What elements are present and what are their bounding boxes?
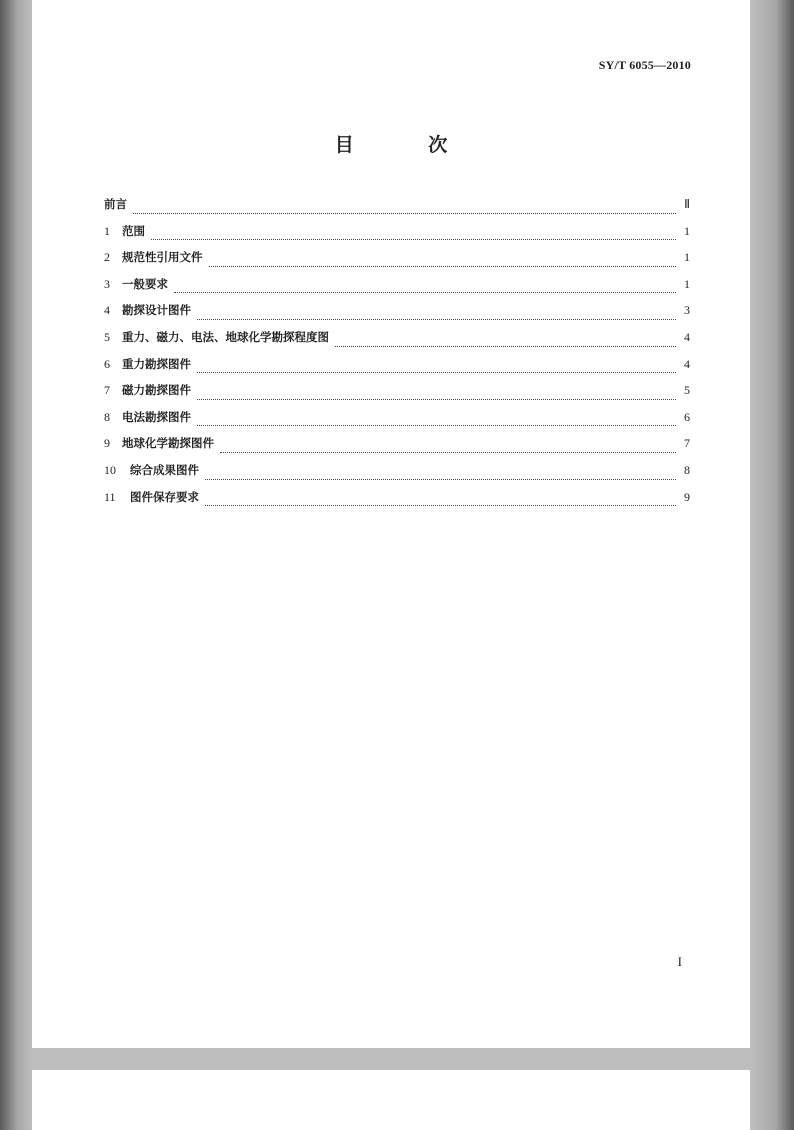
- toc-entry[interactable]: [104, 382, 690, 409]
- toc-entry[interactable]: [104, 462, 690, 489]
- toc-entry[interactable]: [104, 276, 690, 303]
- toc-leader-dots: [197, 319, 676, 320]
- toc-leader-dots: [133, 213, 676, 214]
- toc-entry-number: 6: [104, 356, 110, 371]
- toc-entry-page: 4: [684, 356, 690, 371]
- toc-title: 目 次: [334, 134, 482, 156]
- toc-entry-title: 规范性引用文件: [122, 250, 203, 265]
- toc-entry-page: 3: [684, 303, 690, 318]
- standard-code: SY/T 6055—2010: [598, 58, 691, 72]
- toc-entry-page: 9: [684, 489, 690, 504]
- toc-leader-dots: [205, 505, 676, 506]
- toc-entry-page: 1: [684, 250, 690, 265]
- toc-entry[interactable]: [104, 329, 690, 356]
- toc-leader-dots: [197, 425, 676, 426]
- toc-entry[interactable]: [104, 489, 690, 516]
- toc-entry-number: 3: [104, 276, 110, 291]
- toc-leader-dots: [205, 479, 676, 480]
- toc-entry-page: 5: [684, 383, 690, 398]
- toc-entry-title: 重力、磁力、电法、地球化学勘探程度图: [122, 329, 329, 344]
- toc-entry[interactable]: [104, 223, 690, 250]
- toc-entry-title: 重力勘探图件: [122, 356, 191, 371]
- toc-entry-title: 前言: [104, 197, 127, 211]
- toc-entry-number: 9: [104, 436, 110, 451]
- toc-entry[interactable]: [104, 435, 690, 462]
- toc-entry-number: 8: [104, 409, 110, 424]
- toc-leader-dots: [220, 452, 676, 453]
- toc-leader-dots: [335, 346, 676, 347]
- toc-leader-dots: [174, 292, 676, 293]
- toc-entry-page: 8: [684, 462, 690, 477]
- toc-leader-dots: [197, 399, 676, 400]
- toc-entry-number: 10: [104, 462, 116, 477]
- toc-entry-number: 4: [104, 303, 110, 318]
- toc-entry[interactable]: [104, 302, 690, 329]
- toc-leader-dots: [197, 372, 676, 373]
- toc-entry-number: 11: [104, 489, 116, 504]
- document-page: [32, 0, 750, 1048]
- toc-entry-page: 6: [684, 409, 690, 424]
- toc-entry-page: 7: [684, 436, 690, 451]
- toc-entry-title: 地球化学勘探图件: [122, 436, 214, 451]
- toc-entry-number: 5: [104, 329, 110, 344]
- toc-entry-number: 2: [104, 250, 110, 265]
- toc-entry-title: 一般要求: [122, 276, 168, 291]
- toc-entry-title: 电法勘探图件: [122, 409, 191, 424]
- toc-entry-page: 4: [684, 329, 690, 344]
- toc-entry-number: 7: [104, 383, 110, 398]
- toc-entry[interactable]: [104, 249, 690, 276]
- toc-entry-page: Ⅱ: [684, 197, 690, 211]
- toc-entry-title: 范围: [122, 223, 145, 238]
- toc-entry[interactable]: [104, 356, 690, 383]
- page-number: I: [677, 954, 682, 969]
- table-of-contents: [104, 196, 690, 515]
- toc-entry[interactable]: [104, 409, 690, 436]
- toc-entry-title: 综合成果图件: [130, 462, 199, 477]
- toc-entry-page: 1: [684, 223, 690, 238]
- toc-entry-number: 1: [104, 223, 110, 238]
- next-page-edge: [32, 1070, 750, 1130]
- toc-leader-dots: [209, 266, 677, 267]
- toc-entry-title: 磁力勘探图件: [122, 383, 191, 398]
- toc-leader-dots: [151, 239, 676, 240]
- toc-entry-page: 1: [684, 276, 690, 291]
- toc-entry-title: 勘探设计图件: [122, 303, 191, 318]
- toc-entry[interactable]: [104, 196, 690, 223]
- toc-entry-title: 图件保存要求: [130, 489, 199, 504]
